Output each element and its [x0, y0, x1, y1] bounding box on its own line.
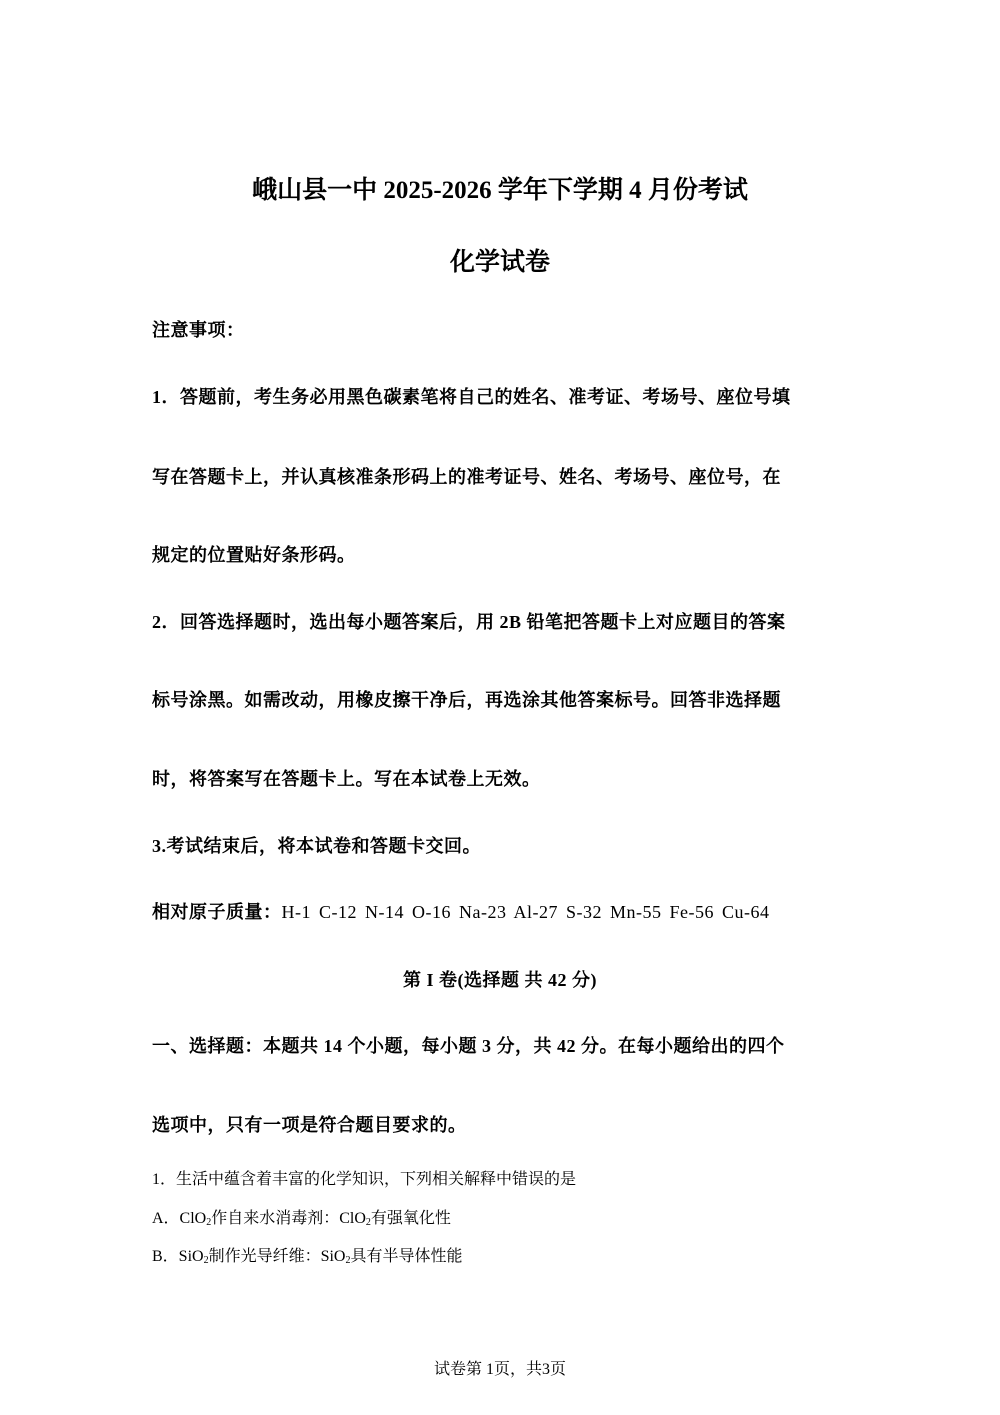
option-a-middle: 作自来水消毒剂：ClO	[211, 1210, 366, 1227]
option-b-subscript-1: 2	[203, 1255, 209, 1266]
notice-line-3: 规定的位置贴好条形码。	[152, 545, 356, 565]
page-footer: 试卷第 1页，共3页	[433, 1361, 566, 1378]
notice-line-6: 时，将答案写在答题卡上。写在本试卷上无效。	[152, 769, 541, 789]
exam-title: 峨山县一中 2025-2026 学年下学期 4 月份考试	[252, 177, 748, 204]
volume-title: 第 I 卷(选择题 共 42 分)	[403, 970, 597, 990]
option-b-subscript-2: 2	[345, 1255, 351, 1266]
option-a-suffix: 有强氧化性	[370, 1210, 451, 1227]
notice-line-5: 标号涂黑。如需改动，用橡皮擦干净后，再选涂其他答案标号。回答非选择题	[152, 690, 781, 710]
atomic-mass-line	[152, 898, 769, 924]
atomic-mass-values: H-1 C-12 N-14 O-16 Na-23 Al-27 S-32 Mn-55 Fe-56 Cu-64	[281, 902, 770, 922]
notice-line-1: 1．答题前，考生务必用黑色碳素笔将自己的姓名、准考证、考场号、座位号填	[152, 387, 791, 407]
subject-title: 化学试卷	[449, 249, 550, 276]
question-1-option-a	[152, 1205, 451, 1228]
section-instruction-line-1: 一、选择题：本题共 14 个小题，每小题 3 分，共 42 分。在每小题给出的四个	[152, 1036, 785, 1056]
option-a-prefix: A．ClO	[152, 1210, 207, 1227]
option-b-middle: 制作光导纤维：SiO	[208, 1248, 346, 1265]
atomic-mass-label: 相对原子质量：	[152, 902, 282, 922]
question-1-stem: 1．生活中蕴含着丰富的化学知识，下列相关解释中错误的是	[152, 1171, 577, 1188]
option-b-suffix: 具有半导体性能	[350, 1248, 463, 1265]
notice-line-4: 2．回答选择题时，选出每小题答案后，用 2B 铅笔把答题卡上对应题目的答案	[152, 612, 786, 632]
notice-heading: 注意事项：	[152, 320, 245, 340]
notice-line-2: 写在答题卡上，并认真核准条形码上的准考证号、姓名、考场号、座位号，在	[152, 467, 781, 487]
notice-line-7: 3.考试结束后，将本试卷和答题卡交回。	[152, 836, 481, 856]
section-instruction-line-2: 选项中，只有一项是符合题目要求的。	[152, 1115, 467, 1135]
option-a-subscript-1: 2	[206, 1217, 212, 1228]
option-b-prefix: B．SiO	[152, 1248, 204, 1265]
option-a-subscript-2: 2	[365, 1217, 371, 1228]
question-1-option-b	[152, 1243, 463, 1266]
